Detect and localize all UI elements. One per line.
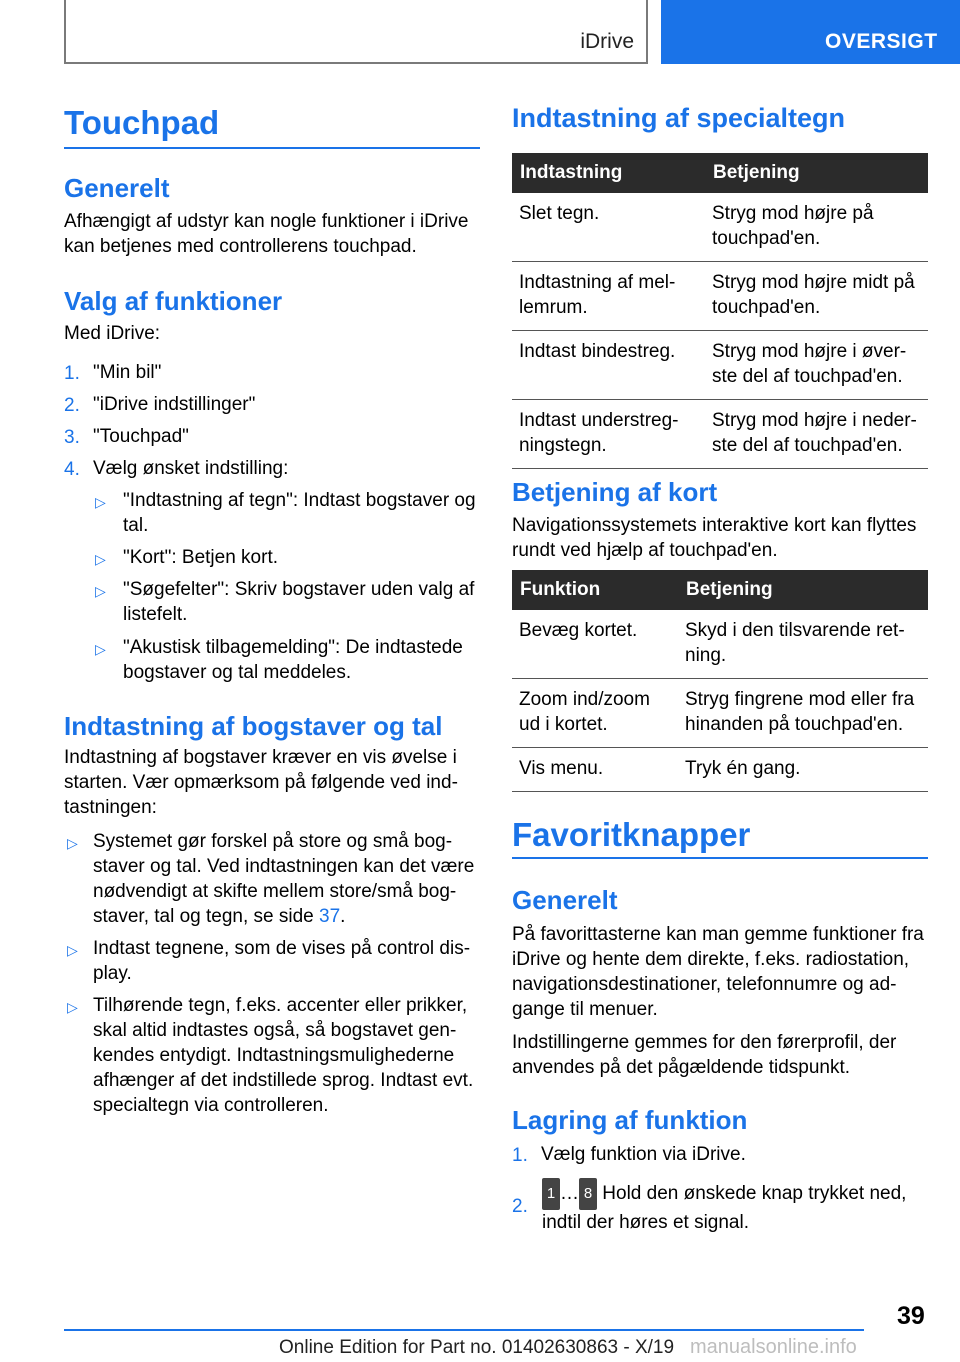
watermark: manualsonline.info (690, 1336, 857, 1358)
paragraph-indtastning: Indtastning af bogstaver kræver en vis øvelse i starten. Vær opmærksom på følgende ved ind- tastningen: (64, 747, 458, 818)
page-ref-link[interactable]: 37 (319, 906, 341, 927)
step-number: 1. (64, 363, 80, 384)
table-cell: Stryg fingrene mod eller fra hinanden på touchpad'en. (678, 679, 928, 748)
triangle-bullet-icon: ▷ (67, 942, 78, 958)
table-cell: Stryg mod højre i øver- ste del af touchpad'en. (705, 331, 928, 400)
heading-valg: Valg af funktioner (64, 286, 283, 316)
sub-list-item: "Indtastning af tegn": Indtast bogstaver og tal. (123, 490, 476, 536)
table-header: Betjening (678, 570, 928, 610)
bullet-item: Systemet gør forskel på store og små bog- staver og tal. Ved indtastningen kan det være nødvendigt at skifte mellem store/små bog- staver, tal og tegn, se side 37. (93, 831, 475, 927)
step-number: 1. (512, 1145, 528, 1166)
table-cell: Stryg mod højre midt på touchpad'en. (705, 262, 928, 331)
table-cell: Skyd i den tilsvarende ret- ning. (678, 610, 928, 679)
step-text: "Touchpad" (93, 426, 189, 447)
table-cell: Bevæg kortet. (512, 610, 678, 679)
paragraph-valg: Med iDrive: (64, 323, 161, 344)
step-number: 3. (64, 427, 80, 448)
paragraph-kort: Navigationssystemets interaktive kort kan flyttes rundt ved hjælp af touchpad'en. (512, 515, 917, 561)
header-tab[interactable] (661, 0, 960, 64)
triangle-bullet-icon: ▷ (95, 583, 106, 599)
table-row (512, 610, 928, 679)
table-cell: Vis menu. (512, 748, 678, 792)
paragraph-fav-1: På favorittasterne kan man gemme funktioner fra iDrive og hente dem direkte, f.eks. radiostation, navigationsdestinationer, telefonnumre og ad- gange til menuer. (512, 924, 924, 1020)
heading-generelt-2: Generelt (512, 885, 618, 915)
table-header: Betjening (705, 153, 928, 193)
table-cell: Indtastning af mel- lemrum. (512, 262, 705, 331)
table-row (512, 193, 928, 262)
table-cell: Zoom ind/zoom ud i kortet. (512, 679, 678, 748)
table-header: Funktion (512, 570, 678, 610)
triangle-bullet-icon: ▷ (95, 641, 106, 657)
triangle-bullet-icon: ▷ (67, 835, 78, 851)
table-cell: Stryg mod højre på touchpad'en. (705, 193, 928, 262)
step-text: "Min bil" (93, 362, 162, 383)
heading-kort: Betjening af kort (512, 477, 718, 507)
title-rule (512, 857, 928, 859)
triangle-bullet-icon: ▷ (67, 999, 78, 1015)
table-header: Indtastning (512, 153, 705, 193)
step-text: Vælg funktion via iDrive. (541, 1144, 746, 1165)
table-cell: Tryk én gang. (678, 748, 928, 792)
favorite-key-1-icon: 1 (542, 1178, 560, 1210)
table-cell: Slet tegn. (512, 193, 705, 262)
table-cell: Stryg mod højre i neder- ste del af touchpad'en. (705, 400, 928, 469)
header-section: iDrive (580, 30, 634, 53)
triangle-bullet-icon: ▷ (95, 494, 106, 510)
paragraph-generelt: Afhængigt af udstyr kan nogle funktioner i iDrive kan betjenes med controllerens touchpad. (64, 211, 469, 257)
bullet-item: Indtast tegnene, som de vises på control dis- play. (93, 938, 471, 984)
header-tab-label: OVERSIGT (825, 30, 938, 53)
step-number: 2. (512, 1196, 528, 1217)
triangle-bullet-icon: ▷ (95, 551, 106, 567)
step-number: 4. (64, 459, 80, 480)
sub-list-item: "Kort": Betjen kort. (123, 547, 278, 568)
favorite-key-8-icon: 8 (579, 1178, 597, 1210)
page-number: 39 (897, 1302, 925, 1330)
step-text: Vælg ønsket indstilling: (93, 458, 289, 479)
header-bar (64, 0, 648, 64)
step-number: 2. (64, 395, 80, 416)
table-cell: Indtast bindestreg. (512, 331, 705, 400)
title-rule (64, 147, 480, 149)
footer-rule (64, 1329, 864, 1331)
table-row (512, 262, 928, 331)
sub-list-item: "Akustisk tilbagemelding": De indtastede bogstaver og tal meddeles. (123, 637, 463, 683)
heading-lagring: Lagring af funktion (512, 1105, 748, 1135)
heading-indtastning: Indtastning af bogstaver og tal (64, 711, 443, 741)
heading-generelt: Generelt (64, 173, 170, 203)
heading-specialtegn: Indtastning af specialtegn (512, 103, 846, 133)
kort-table (512, 570, 928, 792)
table-cell: Indtast understreg- ningstegn. (512, 400, 705, 469)
table-row (512, 679, 928, 748)
step-text: "iDrive indstillinger" (93, 394, 256, 415)
sub-list-item: "Søgefelter": Skriv bogstaver uden valg af listefelt. (123, 579, 475, 625)
step-text: 1 … 8 Hold den ønskede knap trykket ned, indtil der høres et signal. (542, 1178, 906, 1235)
edition-text: Online Edition for Part no. 01402630863 - X/19 (279, 1337, 675, 1358)
table-row (512, 400, 928, 469)
page-title: Touchpad (64, 104, 220, 141)
table-row (512, 748, 928, 792)
section-title-favoritknapper: Favoritknapper (512, 816, 751, 853)
specialtegn-table (512, 153, 928, 469)
paragraph-fav-2: Indstillingerne gemmes for den førerprofil, der anvendes på det pågældende tidspunkt. (512, 1032, 897, 1078)
table-row (512, 331, 928, 400)
bullet-item: Tilhørende tegn, f.eks. accenter eller prikker, skal altid indtastes også, så bogstavet gen- kendes entydigt. Indtastningsmulighederne afhænger af det indstillede sprog. Indtast evt. specialtegn via controlleren. (93, 995, 474, 1116)
